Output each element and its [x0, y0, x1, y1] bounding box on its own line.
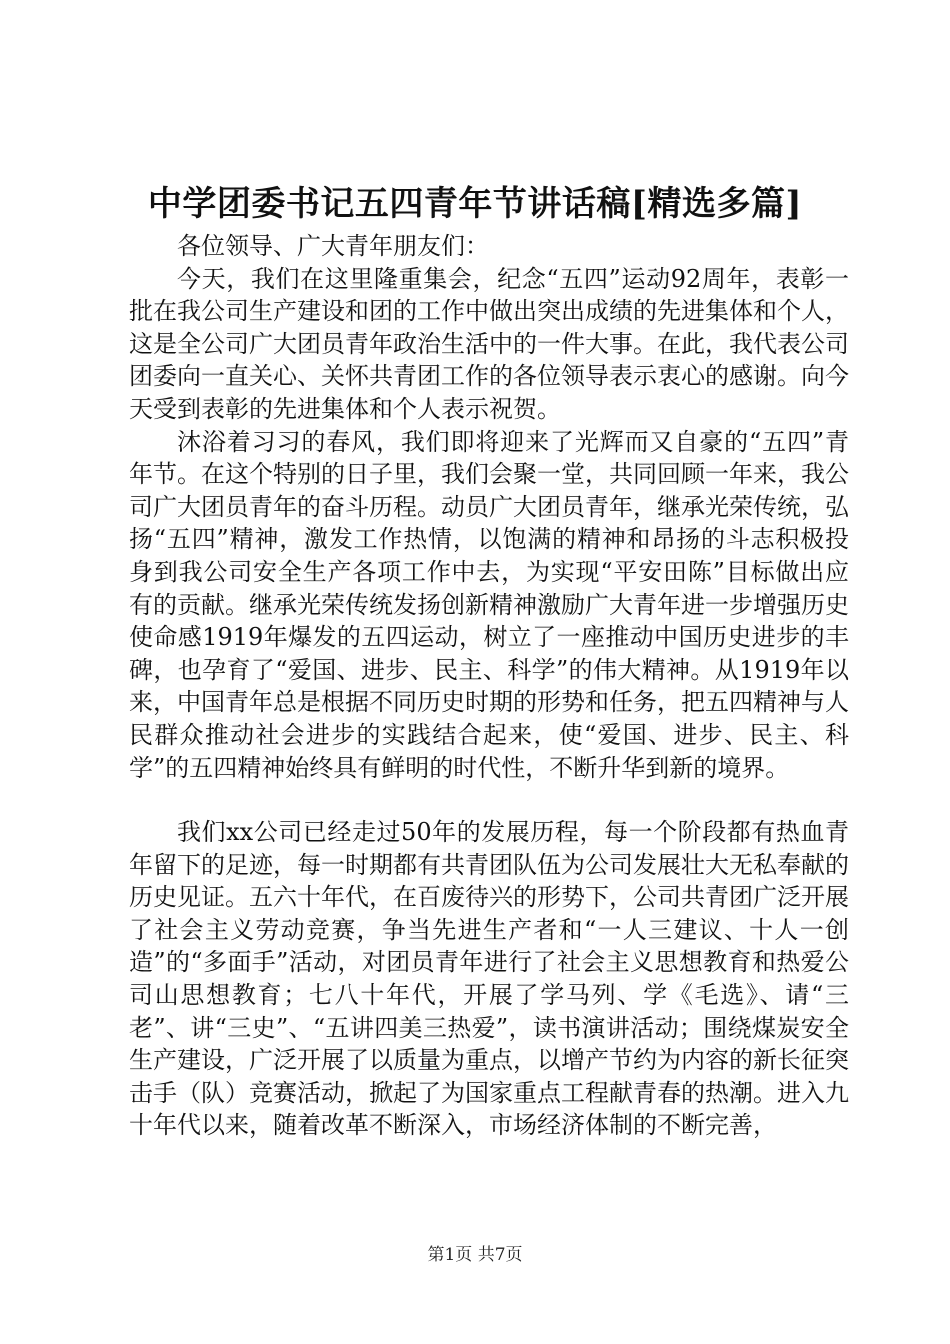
page-number-footer: 第1页 共7页 [427, 1245, 523, 1265]
paragraph-spacer [129, 784, 849, 816]
paragraph-3: 我们xx公司已经走过50年的发展历程，每一个阶段都有热血青年留下的足迹，每一时期都有共青团队伍为公司发展壮大无私奉献的历史见证。五六十年代，在百废待兴的形势下，公司共青团广泛开展了社会主义劳动竞赛，争当先进生产者和“一人三建议、十人一创造”的“多面手”活动，对团员青年进行了社会主义思想教育和热爱公司山思想教育；七八十年代，开展了学马列、学《毛选》、请“三老”、讲“三史”、“五讲四美三热爱”，读书演讲活动；围绕煤炭安全生产建设，广泛开展了以质量为重点，以增产节约为内容的新长征突击手（队）竞赛活动，掀起了为国家重点工程献青春的热潮。进入九十年代以来，随着改革不断深入，市场经济体制的不断完善， [129, 818, 849, 1140]
document-title: 中学团委书记五四青年节讲话稿[精选多篇] [147, 184, 803, 224]
salutation: 各位领导、广大青年朋友们： [177, 232, 489, 260]
paragraph-2: 沐浴着习习的春风，我们即将迎来了光辉而又自豪的“五四”青年节。在这个特别的日子里，我们会聚一堂，共同回顾一年来，我公司广大团员青年的奋斗历程。动员广大团员青年，继承光荣传统，弘扬“五四”精神，激发工作热情，以饱满的精神和昂扬的斗志积极投身到我公司安全生产各项工作中去，为实现“平安田陈”目标做出应有的贡献。继承光荣传统发扬创新精神激励广大青年进一步增强历史使命感1919年爆发的五四运动，树立了一座推动中国历史进步的丰碑，也孕育了“爱国、进步、民主、科学”的伟大精神。从1919年以来，中国青年总是根据不同历史时期的形势和任务，把五四精神与人民群众推动社会进步的实践结合起来，使“爱国、进步、民主、科学”的五四精神始终具有鲜明的时代性，不断升华到新的境界。 [129, 427, 849, 782]
paragraph-1: 今天，我们在这里隆重集会，纪念“五四”运动92周年，表彰一批在我公司生产建设和团的工作中做出突出成绩的先进集体和个人，这是全公司广大团员青年政治生活中的一件大事。在此，我代表公司团委向一直关心、关怀共青团工作的各位领导表示衷心的感谢。向今天受到表彰的先进集体和个人表示祝贺。 [129, 264, 849, 423]
document-body [129, 230, 849, 1142]
